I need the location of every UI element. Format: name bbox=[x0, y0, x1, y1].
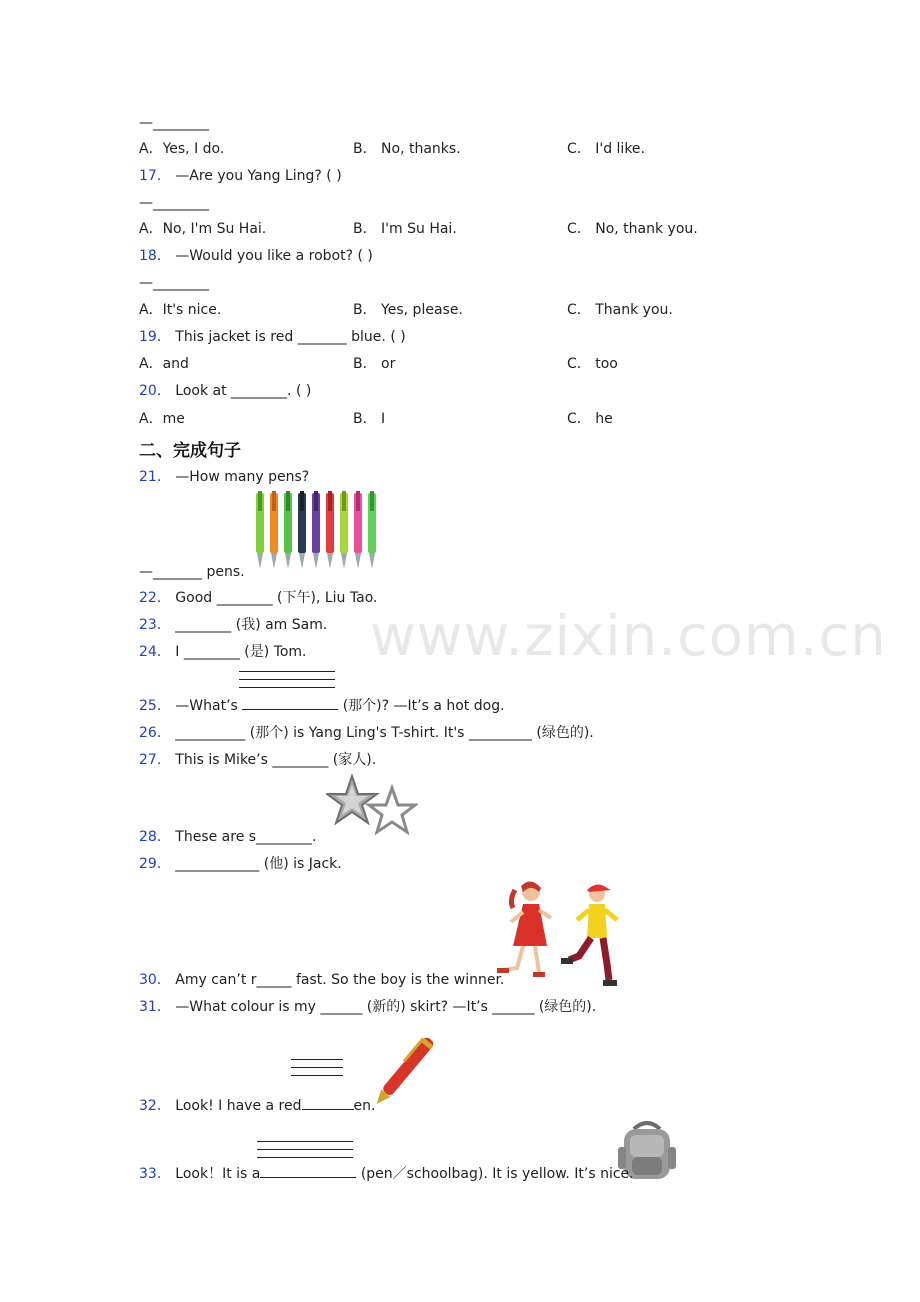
question-text: I ________ (是) Tom. bbox=[175, 644, 307, 660]
q21-answer: —_______ pens. bbox=[139, 564, 245, 580]
question-number: 19． bbox=[139, 329, 171, 345]
running-kids-image bbox=[493, 880, 621, 988]
q31 bbox=[139, 998, 596, 1016]
answer-blank bbox=[242, 709, 338, 710]
q20-option-c: C． he bbox=[567, 411, 613, 427]
q23 bbox=[139, 616, 327, 634]
question-text-post: en. bbox=[353, 1098, 376, 1114]
question-text-pre: Look! I have a red bbox=[175, 1098, 302, 1114]
q19-option-a: A．and bbox=[139, 356, 189, 372]
question-number: 20． bbox=[139, 383, 171, 399]
question-text-post: (pen／schoolbag). It is yellow. It’s nice. bbox=[360, 1166, 634, 1182]
question-text-pre: —What’s bbox=[175, 698, 238, 714]
question-text: —Are you Yang Ling? ( ) bbox=[175, 168, 342, 184]
question-number: 24． bbox=[139, 644, 171, 660]
q18 bbox=[139, 247, 373, 265]
question-text: These are s________. bbox=[175, 829, 317, 845]
q27 bbox=[139, 751, 376, 769]
q16-option-a: A．Yes, I do. bbox=[139, 141, 225, 157]
q17-option-c: C． No, thank you. bbox=[567, 221, 698, 237]
q28 bbox=[139, 828, 317, 846]
q20-option-b: B． I bbox=[353, 411, 386, 427]
q16-option-b: B． No, thanks. bbox=[353, 141, 461, 157]
question-number: 26． bbox=[139, 725, 171, 741]
q16-answer-blank: —________ bbox=[139, 115, 209, 131]
question-number: 21． bbox=[139, 469, 171, 485]
question-number: 32． bbox=[139, 1098, 171, 1114]
question-number: 30． bbox=[139, 972, 171, 988]
question-text: This jacket is red _______ blue. ( ) bbox=[175, 329, 406, 345]
q18-answer-blank: —________ bbox=[139, 275, 209, 291]
question-text: —What colour is my ______ (新的) skirt? —It’s ______ (绿色的). bbox=[175, 999, 597, 1015]
watermark: www.zixin.com.cn bbox=[370, 604, 887, 669]
answer-lines bbox=[239, 671, 335, 695]
question-number: 31． bbox=[139, 999, 171, 1015]
q32 bbox=[139, 1097, 375, 1115]
pens-image bbox=[252, 491, 380, 573]
q17 bbox=[139, 167, 342, 185]
question-number: 17． bbox=[139, 168, 171, 184]
q18-option-a: A．It's nice. bbox=[139, 302, 222, 318]
q33 bbox=[139, 1165, 634, 1183]
question-number: 29． bbox=[139, 856, 171, 872]
answer-lines bbox=[257, 1141, 353, 1165]
q17-option-b: B． I'm Su Hai. bbox=[353, 221, 457, 237]
answer-lines bbox=[291, 1059, 343, 1083]
question-text: Good ________ (下午), Liu Tao. bbox=[175, 590, 378, 606]
question-text-pre: Look！It is a bbox=[175, 1166, 261, 1182]
q24 bbox=[139, 643, 307, 661]
q19-option-b: B． or bbox=[353, 356, 396, 372]
question-number: 23． bbox=[139, 617, 171, 633]
q30 bbox=[139, 971, 504, 989]
question-number: 25． bbox=[139, 698, 171, 714]
q19-option-c: C． too bbox=[567, 356, 618, 372]
question-text: ________ (我) am Sam. bbox=[175, 617, 328, 633]
question-text: Look at ________. ( ) bbox=[175, 383, 312, 399]
question-number: 33． bbox=[139, 1166, 171, 1182]
q22 bbox=[139, 589, 377, 607]
answer-blank bbox=[260, 1177, 356, 1178]
question-text-post: (那个)? —It’s a hot dog. bbox=[342, 698, 505, 714]
question-text: —Would you like a robot? ( ) bbox=[175, 248, 373, 264]
q19 bbox=[139, 328, 406, 346]
section-heading: 二、完成句子 bbox=[139, 441, 241, 461]
question-text: —How many pens? bbox=[175, 469, 310, 485]
q26 bbox=[139, 724, 594, 742]
question-text: __________ (那个) is Yang Ling's T-shirt. It's _________ (绿色的). bbox=[175, 725, 594, 741]
stars-image bbox=[326, 774, 418, 838]
question-text: ____________ (他) is Jack. bbox=[175, 856, 342, 872]
q17-answer-blank: —________ bbox=[139, 195, 209, 211]
question-text: Amy can’t r_____ fast. So the boy is the winner. bbox=[175, 972, 505, 988]
q17-option-a: A．No, I'm Su Hai. bbox=[139, 221, 267, 237]
q21 bbox=[139, 468, 309, 486]
question-number: 28． bbox=[139, 829, 171, 845]
question-number: 27． bbox=[139, 752, 171, 768]
q20-option-a: A．me bbox=[139, 411, 185, 427]
question-number: 22． bbox=[139, 590, 171, 606]
red-pen-image bbox=[366, 1024, 452, 1110]
answer-blank bbox=[302, 1109, 354, 1110]
q29 bbox=[139, 855, 342, 873]
q18-option-c: C． Thank you. bbox=[567, 302, 673, 318]
q20 bbox=[139, 382, 311, 400]
q16-option-c: C． I'd like. bbox=[567, 141, 645, 157]
question-number: 18． bbox=[139, 248, 171, 264]
q25 bbox=[139, 697, 505, 715]
question-text: This is Mike’s ________ (家人). bbox=[175, 752, 377, 768]
q18-option-b: B． Yes, please. bbox=[353, 302, 463, 318]
